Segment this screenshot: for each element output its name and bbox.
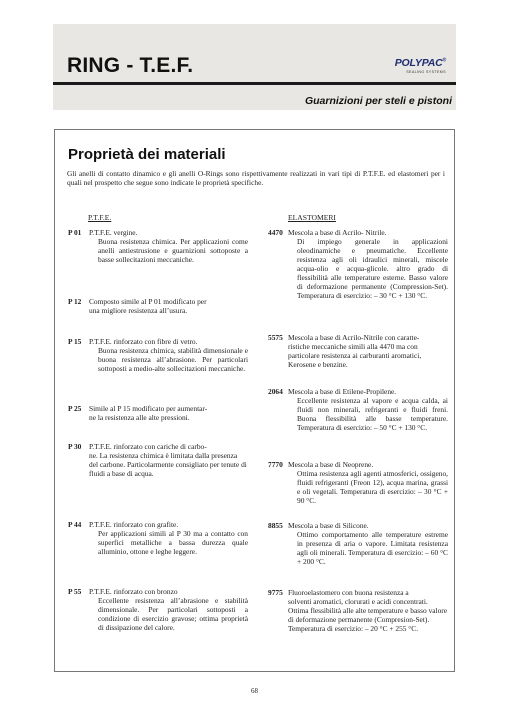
logo-name-text: POLYPAC <box>394 57 443 69</box>
ptfe-column-heading: P.T.F.E. <box>88 213 112 222</box>
material-description-first: Fluoroelastomero con buona resistenza a <box>288 588 409 597</box>
material-description-rest: ne. La resistenza chimica è limitata dalla presenza del carbone. Particolarmente consigliato per tenute di fluidi a base di acqua. <box>89 451 247 478</box>
material-description-first: P.T.F.E. rinforzato con grafite. <box>89 520 179 529</box>
material-code: 8855 <box>268 521 283 530</box>
material-description <box>89 587 248 632</box>
material-description-first: Mescola a base di Neoprene. <box>288 460 374 469</box>
material-description-rest: Eccellente resistenza al vapore e acqua calda, ai fluidi non minerali, refrigeranti e fluidi freni. Buona flessibilità alle basse temperature. Temperatura di esercizio: – 50 °C + 130 °C. <box>297 396 448 432</box>
material-description <box>288 588 448 633</box>
material-description <box>89 228 248 264</box>
material-code: 2064 <box>268 387 283 396</box>
material-description-first: Composto simile al P 01 modificato per <box>89 297 207 306</box>
material-description <box>89 337 248 373</box>
material-description-rest: ristiche meccaniche simili alla 4470 ma con particolare resistenza ai carburanti aromatici, Kerosene e benzine. <box>288 342 422 369</box>
material-description-rest: solventi aromatici, clorurati e acidi concentrati. Ottima flessibilità alle alte temperature e basso valore di deformazione permanente (Compresion-Set). Temperatura di esercizio: – 20 °C + 255 °C. <box>288 597 448 633</box>
material-description-first: Mescola a base di Acrilo- Nitrile. <box>288 228 387 237</box>
material-code: P 15 <box>68 337 82 346</box>
material-description-rest: Eccellente resistenza all’abrasione e stabilità dimensionale. Per particolari sottoposti a condizione di esercizio gravose; ottima proprietà di dissipazione del calore. <box>98 596 248 632</box>
logo-tagline: SEALING SYSTEMS <box>406 70 446 74</box>
material-description-rest: Di impiego generale in applicazioni oleodinamiche e pneumatiche. Eccellente resistenza agli oli idraulici minerali, miscele acqua-olio e acqua-glicole. altro grado di flessibilità alle temperature esterne. Basso valore di deformazione permanente (Compression-Set). Temperatura di esercizio: – 30 °C + 130 °C. <box>297 237 448 300</box>
material-description-rest: Buona resistenza chimica, stabilità dimensionale e buona resistenza all’abrasione. Per particolari sottoposti a medio-alte sollecitazioni meccaniche. <box>98 346 248 373</box>
material-description-first: P.T.F.E. rinforzato con fibre di vetro. <box>89 337 198 346</box>
material-code: 4470 <box>268 228 283 237</box>
material-description <box>89 297 248 315</box>
material-description <box>288 333 448 369</box>
material-code: 9775 <box>268 588 283 597</box>
material-description-first: Simile al P 15 modificato per aumentar- <box>89 404 208 413</box>
materials-panel <box>54 129 455 672</box>
material-description <box>288 460 448 505</box>
material-code: P 44 <box>68 520 82 529</box>
material-description <box>89 442 248 478</box>
material-description-first: Mescola a base di Etilene-Propilene. <box>288 387 397 396</box>
material-description-first: Mescola a base di Acrilo-Nitrile con caratte- <box>288 333 420 342</box>
material-description-rest: una migliore resistenza all’usura. <box>89 306 188 315</box>
material-description-rest: Per applicazioni simili al P 30 ma a contatto con superfici metalliche a bassa durezza quale alluminio, ottone e leghe leggere. <box>98 529 248 556</box>
document-title: RING - T.E.F. <box>67 54 194 77</box>
logo-name <box>395 57 446 69</box>
page-number: 68 <box>251 687 258 695</box>
logo-registered-mark: ® <box>442 57 446 64</box>
material-code: 5575 <box>268 333 283 342</box>
material-description-first: P.T.F.E. rinforzato con bronzo <box>89 587 178 596</box>
header-divider <box>53 82 456 85</box>
polypac-logo <box>395 57 446 74</box>
material-description-rest: Buona resistenza chimica. Per applicazioni come anelli antiestrusione e guarnizioni sottoposte a basse sollecitazioni meccaniche. <box>98 237 248 264</box>
material-code: P 55 <box>68 587 82 596</box>
material-description-first: P.T.F.E. vergine. <box>89 228 138 237</box>
material-description <box>288 228 448 300</box>
material-description-first: P.T.F.E. rinforzato con cariche di carbo- <box>89 442 207 451</box>
material-description-rest: ne la resistenza alle alte pressioni. <box>89 413 190 422</box>
elastomeri-column-heading: ELASTOMERI <box>288 213 336 222</box>
material-code: P 30 <box>68 442 82 451</box>
material-description <box>89 404 248 422</box>
material-description-rest: Ottima resistenza agli agenti atmosferici, ossigeno, fluidi refrigeranti (Freon 12), acqua marina, grassi e oli vegetali. Temperatura di esercizio: – 30 °C + 90 °C. <box>297 469 448 505</box>
material-description <box>288 387 448 432</box>
material-code: P 12 <box>68 297 82 306</box>
material-description <box>288 521 448 566</box>
material-code: P 01 <box>68 228 82 237</box>
page-header <box>53 24 456 110</box>
material-description-first: Mescola a base di Silicone. <box>288 521 369 530</box>
material-description-rest: Ottimo comportamento alle temperature estreme in presenza di aria o vapore. Limitata resistenza agli oli minerali. Temperatura di esercizio: – 60 °C + 200 °C. <box>297 530 448 566</box>
material-code: 7770 <box>268 460 283 469</box>
section-intro: Gli anelli di contatto dinamico e gli anelli O-Rings sono rispettivamente realizzati in vari tipi di P.T.F.E. ed elastomeri per i quali nel prospetto che segue sono indicate le proprietà specifiche. <box>67 169 445 187</box>
document-subtitle: Guarnizioni per steli e pistoni <box>304 95 452 107</box>
section-title: Proprietà dei materiali <box>68 146 226 163</box>
material-code: P 25 <box>68 404 82 413</box>
material-description <box>89 520 248 556</box>
